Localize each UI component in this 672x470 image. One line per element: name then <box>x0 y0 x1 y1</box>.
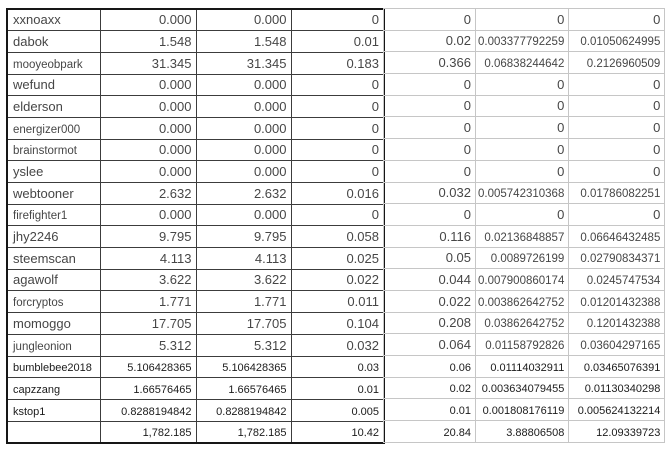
account-name-cell[interactable]: energizer000 <box>7 117 100 139</box>
table-row <box>7 161 384 183</box>
value-cell[interactable]: 0.208 <box>384 312 476 334</box>
value-cell[interactable]: 0.02 <box>384 30 476 52</box>
value-cell[interactable]: 0.000 <box>100 74 196 96</box>
table-row <box>384 399 665 421</box>
value-cell[interactable]: 0.03862642752 <box>476 312 569 334</box>
value-cell[interactable]: 0.022 <box>291 269 384 291</box>
value-cell[interactable]: 1.66576465 <box>196 378 291 400</box>
value-cell[interactable]: 0.005624132214 <box>569 399 665 421</box>
value-cell[interactable]: 0.01050624995 <box>569 30 665 52</box>
value-cell[interactable]: 4.113 <box>100 248 196 270</box>
value-cell[interactable]: 0.03604297165 <box>569 334 665 356</box>
value-cell[interactable]: 1.548 <box>196 31 291 53</box>
table-row <box>7 248 384 270</box>
table-row <box>7 183 384 205</box>
value-cell[interactable]: 0.02 <box>384 377 476 399</box>
table-row <box>384 312 665 334</box>
value-cell[interactable]: 0.02136848857 <box>476 225 569 247</box>
value-cell[interactable]: 9.795 <box>196 226 291 248</box>
table-row <box>384 290 665 312</box>
value-cell[interactable]: 5.312 <box>196 334 291 356</box>
table-row <box>384 74 665 96</box>
table-row <box>384 139 665 161</box>
value-cell[interactable]: 0.01130340298 <box>569 377 665 399</box>
value-cell[interactable]: 0.2126960509 <box>569 52 665 74</box>
table-row <box>7 74 384 96</box>
value-cell[interactable]: 0 <box>291 96 384 118</box>
value-cell[interactable]: 3.622 <box>100 269 196 291</box>
table-row <box>384 377 665 399</box>
value-cell[interactable]: 0.01201432388 <box>569 290 665 312</box>
value-cell[interactable]: 0 <box>476 139 569 161</box>
value-cell[interactable]: 5.312 <box>100 334 196 356</box>
value-cell[interactable]: 0.032 <box>291 334 384 356</box>
value-cell[interactable]: 0.06646432485 <box>569 225 665 247</box>
value-cell[interactable]: 0 <box>569 74 665 96</box>
account-name-cell[interactable]: xxnoaxx <box>7 9 100 31</box>
value-cell[interactable]: 0 <box>291 161 384 183</box>
value-cell[interactable]: 0.000 <box>100 139 196 161</box>
table-row <box>384 269 665 291</box>
value-cell[interactable]: 0.000 <box>196 139 291 161</box>
value-cell[interactable]: 0 <box>569 9 665 31</box>
value-cell[interactable]: 0.01 <box>384 399 476 421</box>
value-cell[interactable]: 0 <box>291 74 384 96</box>
value-cell[interactable]: 0.183 <box>291 52 384 74</box>
account-name-cell[interactable]: dabok <box>7 31 100 53</box>
gridline-table-body <box>384 9 665 443</box>
value-cell[interactable]: 0.003862642752 <box>476 290 569 312</box>
account-name-cell[interactable]: elderson <box>7 96 100 118</box>
table-row <box>384 52 665 74</box>
value-cell[interactable]: 0 <box>476 160 569 182</box>
account-name-cell[interactable]: forcryptos <box>7 291 100 313</box>
value-cell[interactable]: 0 <box>384 95 476 117</box>
value-cell[interactable]: 0.06 <box>384 356 476 378</box>
value-cell[interactable]: 0 <box>569 117 665 139</box>
value-cell[interactable]: 0.044 <box>384 269 476 291</box>
value-cell[interactable]: 0.03465076391 <box>569 356 665 378</box>
value-cell[interactable]: 0.000 <box>100 9 196 31</box>
value-cell[interactable]: 0 <box>291 9 384 31</box>
value-cell[interactable]: 0.003377792259 <box>476 30 569 52</box>
table-row <box>384 247 665 269</box>
value-cell[interactable]: 0 <box>569 204 665 226</box>
table-row <box>384 334 665 356</box>
value-cell[interactable]: 0.007900860174 <box>476 269 569 291</box>
value-cell[interactable]: 0.000 <box>196 117 291 139</box>
table-row <box>7 421 384 443</box>
value-cell[interactable]: 0.366 <box>384 52 476 74</box>
value-cell[interactable]: 4.113 <box>196 248 291 270</box>
value-cell[interactable]: 31.345 <box>196 52 291 74</box>
account-name-cell[interactable]: jhy2246 <box>7 226 100 248</box>
value-cell[interactable]: 20.84 <box>384 421 476 443</box>
value-cell[interactable]: 0.8288194842 <box>100 399 196 421</box>
table-row <box>384 356 665 378</box>
table-row <box>384 30 665 52</box>
value-cell[interactable]: 3.622 <box>196 269 291 291</box>
account-name-cell[interactable]: agawolf <box>7 269 100 291</box>
value-cell[interactable]: 0.025 <box>291 248 384 270</box>
table-row <box>7 117 384 139</box>
value-cell[interactable]: 9.795 <box>100 226 196 248</box>
value-cell[interactable]: 0 <box>384 74 476 96</box>
value-cell[interactable]: 10.42 <box>291 421 384 443</box>
value-cell[interactable]: 0.01 <box>291 378 384 400</box>
value-cell[interactable]: 0.000 <box>196 9 291 31</box>
value-cell[interactable]: 0.000 <box>196 161 291 183</box>
value-cell[interactable]: 2.632 <box>100 183 196 205</box>
value-cell[interactable]: 0.104 <box>291 313 384 335</box>
table-row <box>384 160 665 182</box>
value-cell[interactable]: 0.001808176119 <box>476 399 569 421</box>
table-row <box>7 31 384 53</box>
value-cell[interactable]: 0.8288194842 <box>196 399 291 421</box>
value-cell[interactable]: 1.66576465 <box>100 378 196 400</box>
account-name-cell[interactable]: steemscan <box>7 248 100 270</box>
table-row <box>7 139 384 161</box>
table-row <box>7 269 384 291</box>
account-name-cell[interactable]: brainstormot <box>7 139 100 161</box>
value-cell[interactable]: 0.05 <box>384 247 476 269</box>
table-row <box>7 378 384 400</box>
table-row <box>384 95 665 117</box>
value-cell[interactable]: 0 <box>476 204 569 226</box>
value-cell[interactable]: 0.005742310368 <box>476 182 569 204</box>
account-name-cell[interactable]: mooyeobpark <box>7 52 100 74</box>
bordered-table-body <box>7 9 384 443</box>
table-row <box>7 9 384 31</box>
value-cell[interactable]: 0.000 <box>100 117 196 139</box>
value-cell[interactable]: 1.771 <box>100 291 196 313</box>
value-cell[interactable]: 0 <box>476 117 569 139</box>
value-cell[interactable]: 0 <box>384 117 476 139</box>
value-cell[interactable]: 0.01158792826 <box>476 334 569 356</box>
value-cell[interactable]: 0.000 <box>100 204 196 226</box>
account-name-cell[interactable]: capzzang <box>7 378 100 400</box>
table-row <box>7 399 384 421</box>
value-cell[interactable]: 0.000 <box>100 96 196 118</box>
value-cell[interactable]: 0.011 <box>291 291 384 313</box>
value-cell[interactable]: 0.016 <box>291 183 384 205</box>
value-cell[interactable]: 0.058 <box>291 226 384 248</box>
value-cell[interactable]: 0.064 <box>384 334 476 356</box>
value-cell[interactable]: 0 <box>384 139 476 161</box>
value-cell[interactable]: 0.032 <box>384 182 476 204</box>
table-row <box>7 334 384 356</box>
value-cell[interactable]: 0 <box>384 160 476 182</box>
table-row <box>7 96 384 118</box>
table-row <box>384 421 665 443</box>
value-cell[interactable]: 31.345 <box>100 52 196 74</box>
value-cell[interactable]: 0.03 <box>291 356 384 378</box>
table-row <box>384 225 665 247</box>
table-row <box>384 182 665 204</box>
value-cell[interactable]: 2.632 <box>196 183 291 205</box>
value-cell[interactable]: 0 <box>569 95 665 117</box>
value-cell[interactable]: 5.106428365 <box>196 356 291 378</box>
account-name-cell[interactable]: webtooner <box>7 183 100 205</box>
value-cell[interactable]: 17.705 <box>100 313 196 335</box>
table-row <box>7 291 384 313</box>
value-cell[interactable]: 1,782.185 <box>196 421 291 443</box>
account-name-cell[interactable]: wefund <box>7 74 100 96</box>
value-cell[interactable]: 0.06838244642 <box>476 52 569 74</box>
account-name-cell[interactable]: firefighter1 <box>7 204 100 226</box>
table-row <box>7 226 384 248</box>
value-cell[interactable]: 0 <box>291 204 384 226</box>
value-cell[interactable]: 0.000 <box>196 74 291 96</box>
value-cell[interactable]: 0.01114032911 <box>476 356 569 378</box>
value-cell[interactable]: 12.09339723 <box>569 421 665 443</box>
value-cell[interactable]: 0 <box>476 95 569 117</box>
value-cell[interactable]: 0.022 <box>384 290 476 312</box>
value-cell[interactable]: 0 <box>291 139 384 161</box>
value-cell[interactable]: 0.01 <box>291 31 384 53</box>
account-name-cell[interactable]: bumblebee2018 <box>7 356 100 378</box>
table-row <box>384 204 665 226</box>
value-cell[interactable]: 0.000 <box>196 204 291 226</box>
account-name-cell[interactable] <box>7 421 100 443</box>
table-row <box>384 117 665 139</box>
value-cell[interactable]: 0.003634079455 <box>476 377 569 399</box>
table-row <box>7 313 384 335</box>
accounts-table-bordered <box>6 8 385 444</box>
value-cell[interactable]: 1.548 <box>100 31 196 53</box>
value-cell[interactable]: 0 <box>384 9 476 31</box>
table-row <box>7 356 384 378</box>
table-row <box>7 52 384 74</box>
value-cell[interactable]: 0.02790834371 <box>569 247 665 269</box>
value-cell[interactable]: 0.1201432388 <box>569 312 665 334</box>
table-row <box>384 9 665 31</box>
value-cell[interactable]: 0 <box>569 160 665 182</box>
value-cell[interactable]: 17.705 <box>196 313 291 335</box>
value-cell[interactable]: 1,782.185 <box>100 421 196 443</box>
value-cell[interactable]: 0.000 <box>100 161 196 183</box>
value-cell[interactable]: 0.116 <box>384 225 476 247</box>
value-cell[interactable]: 0.01786082251 <box>569 182 665 204</box>
account-name-cell[interactable]: kstop1 <box>7 399 100 421</box>
account-name-cell[interactable]: jungleonion <box>7 334 100 356</box>
value-cell[interactable]: 0.000 <box>196 96 291 118</box>
value-cell[interactable]: 0 <box>476 74 569 96</box>
value-cell[interactable]: 3.88806508 <box>476 421 569 443</box>
value-cell[interactable]: 5.106428365 <box>100 356 196 378</box>
value-cell[interactable]: 0 <box>476 9 569 31</box>
value-cell[interactable]: 0.0089726199 <box>476 247 569 269</box>
value-cell[interactable]: 1.771 <box>196 291 291 313</box>
accounts-table-gridlines <box>383 8 665 443</box>
account-name-cell[interactable]: yslee <box>7 161 100 183</box>
value-cell[interactable]: 0.0245747534 <box>569 269 665 291</box>
table-row <box>7 204 384 226</box>
account-name-cell[interactable]: momoggo <box>7 313 100 335</box>
value-cell[interactable]: 0 <box>569 139 665 161</box>
value-cell[interactable]: 0 <box>384 204 476 226</box>
value-cell[interactable]: 0 <box>291 117 384 139</box>
value-cell[interactable]: 0.005 <box>291 399 384 421</box>
